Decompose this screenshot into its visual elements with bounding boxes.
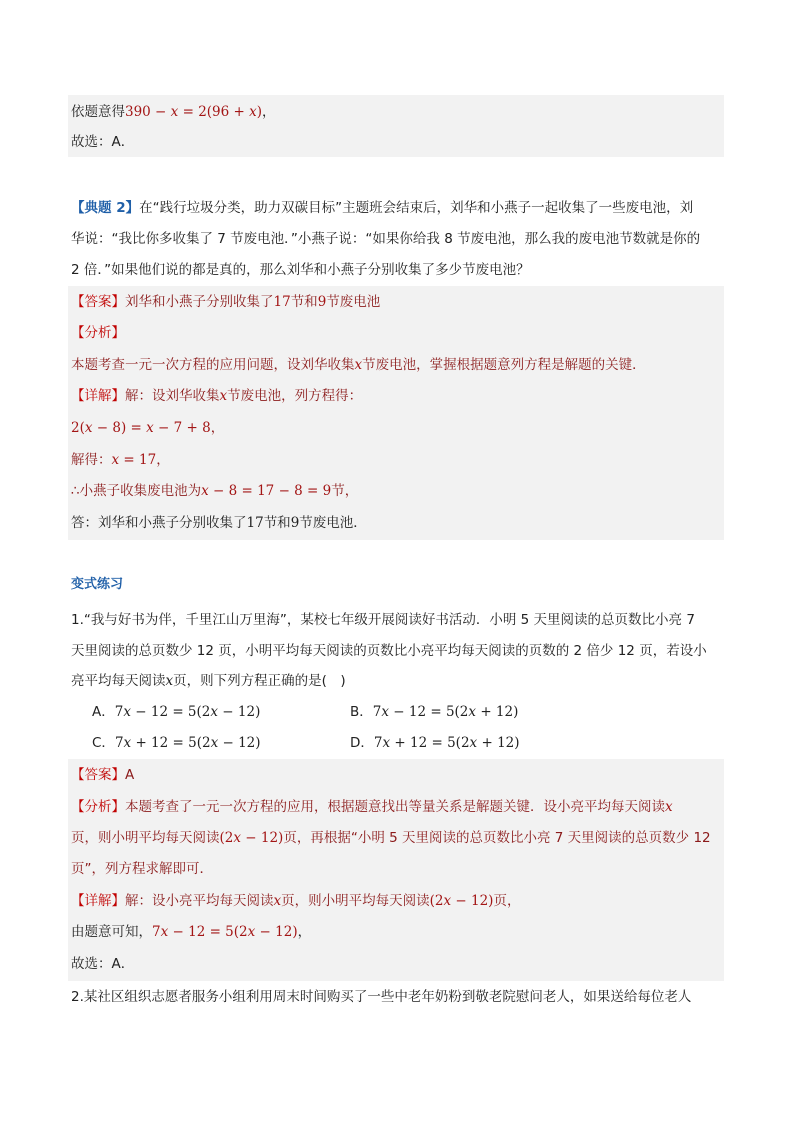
- example-question-line-1: 【典题 2】在“践行垃圾分类，助力双碳目标”主题班会结束后，刘华和小燕子一起收集了一些废电池，刘: [71, 200, 694, 216]
- variant-analysis-line-1: 【分析】本题考查了一元一次方程的应用，根据题意找出等量关系是解题关键．设小亮平均每天阅读x: [71, 799, 673, 815]
- detail-tag: 【详解】: [71, 893, 125, 909]
- option-c[interactable]: C．7x + 12 = 5(2x − 12): [92, 735, 261, 751]
- option-d[interactable]: D．7x + 12 = 5(2x + 12): [350, 735, 520, 751]
- example-question-line-3: 2 倍．”如果他们说的都是真的，那么刘华和小燕子分别收集了多少节废电池？: [71, 262, 530, 278]
- analysis-line: 本题考查一元一次方程的应用问题，设刘华收集x节废电池，掌握根据题意列方程是解题的关键．: [71, 357, 646, 373]
- equation: 390 − x = 2(96 + x): [125, 104, 263, 120]
- detail-line: 【详解】解：设刘华收集x节废电池，列方程得：: [71, 388, 363, 404]
- variant-analysis-line-3: 页”，列方程求解即可．: [71, 861, 213, 877]
- variant-known-line: 由题意可知，7x − 12 = 5(2x − 12)，: [71, 924, 312, 940]
- variant-analysis-line-2: 页，则小明平均每天阅读(2x − 12)页，再根据“小明 5 天里阅读的总页数比小亮 7 天里阅读的总页数少 12: [71, 830, 711, 846]
- answer-line: 【答案】刘华和小燕子分别收集了17节和9节废电池: [71, 294, 381, 310]
- choice-line: 故选：A．: [71, 134, 135, 150]
- example-tag: 【典题 2】: [71, 200, 140, 216]
- question-1-line-3: 亮平均每天阅读x页，则下列方程正确的是( ): [71, 673, 346, 689]
- analysis-tag: 【分析】: [71, 799, 125, 815]
- option-b[interactable]: B．7x − 12 = 5(2x + 12): [350, 704, 519, 720]
- detail-tag: 【详解】: [71, 388, 125, 404]
- question-1-line-2: 天里阅读的总页数少 12 页，小明平均每天阅读的页数比小亮平均每天阅读的页数的 2 倍少 12 页，若设小: [71, 643, 707, 659]
- example-question-line-2: 华说：“我比你多收集了 7 节废电池．”小燕子说：“如果你给我 8 节废电池，那么我的废电池节数就是你的: [71, 231, 701, 247]
- analysis-tag: 【分析】: [71, 325, 125, 341]
- answer-tag: 【答案】: [71, 294, 125, 310]
- solution-block-example2: [68, 286, 724, 540]
- variant-choice-line: 故选：A．: [71, 956, 135, 972]
- final-answer-line: 答：刘华和小燕子分别收集了17节和9节废电池．: [71, 515, 367, 531]
- answer-tag: 【答案】: [71, 767, 125, 783]
- option-a[interactable]: A．7x − 12 = 5(2x − 12): [92, 704, 261, 720]
- section-title: 变式练习: [71, 577, 124, 592]
- variant-detail-line: 【详解】解：设小亮平均每天阅读x页，则小明平均每天阅读(2x − 12)页，: [71, 893, 521, 909]
- solve-line: 解得：x = 17，: [71, 452, 170, 468]
- question-1-line-1: 1.“我与好书为伴，千里江山万里海”，某校七年级开展阅读好书活动．小明 5 天里阅读的总页数比小亮 7: [71, 612, 695, 628]
- equation-line: 依题意得390 − x = 2(96 + x)，: [71, 104, 276, 120]
- therefore-line: ∴小燕子收集废电池为x − 8 = 17 − 8 = 9节，: [71, 483, 359, 499]
- question-2-line-1: 2.某社区组织志愿者服务小组利用周末时间购买了一些中老年奶粉到敬老院慰问老人，如果送给每位老人: [71, 989, 692, 1005]
- equation-line-1: 2(x − 8) = x − 7 + 8，: [71, 420, 225, 436]
- variant-answer-line: 【答案】A: [71, 767, 135, 783]
- analysis-tag-line: [71, 323, 125, 343]
